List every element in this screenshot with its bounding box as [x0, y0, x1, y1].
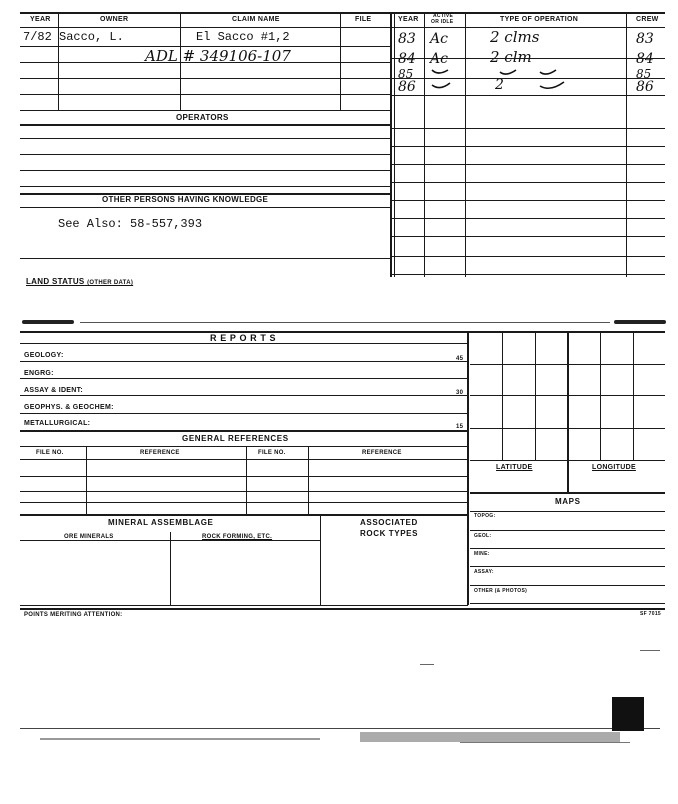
ore-minerals-header: ORE MINERALS — [64, 534, 114, 540]
reference-header-2: REFERENCE — [362, 450, 402, 456]
activity-status: Ac — [430, 31, 448, 47]
activity-crew: 85 — [636, 67, 652, 81]
activity-operation: 2 clms — [490, 28, 540, 46]
entry-claim-name: El Sacco #1,2 — [196, 30, 290, 44]
activity-year: 84 — [398, 51, 416, 67]
operators-title: OPERATORS — [176, 113, 229, 122]
file-no-header-2: FILE NO. — [258, 450, 286, 456]
activity-status: Ac — [430, 51, 448, 67]
report-row-num: 45 — [456, 356, 464, 362]
points-divider — [20, 608, 665, 610]
rock-types-label: ROCK TYPES — [360, 529, 419, 538]
latitude-label: LATITUDE — [496, 464, 533, 471]
general-references-title: GENERAL REFERENCES — [182, 434, 289, 443]
activity-crew: 83 — [636, 31, 654, 47]
map-item: MINE: — [474, 551, 490, 557]
other-persons-title: OTHER PERSONS HAVING KNOWLEDGE — [102, 195, 269, 204]
report-row-num: 30 — [456, 390, 464, 396]
report-row-label: GEOLOGY: — [24, 352, 64, 359]
land-status-title: LAND STATUS — [26, 277, 85, 286]
activity-year: 83 — [398, 31, 416, 47]
land-status-sub: (OTHER DATA) — [87, 280, 134, 286]
points-meriting-label: POINTS MERITING ATTENTION: — [24, 612, 123, 618]
header-owner: OWNER — [100, 16, 129, 23]
map-item: TOPOG: — [474, 513, 496, 519]
maps-title: MAPS — [555, 497, 581, 506]
header-year-2: YEAR — [398, 16, 419, 23]
form-number: SF 7015 — [640, 611, 662, 617]
map-item: GEOL: — [474, 533, 492, 539]
rock-forming-header: ROCK FORMING, ETC. — [202, 534, 273, 540]
activity-operation: 2 — [495, 77, 504, 93]
land-status-label — [26, 278, 133, 286]
entry-adl-note: ADL # 349106-107 — [145, 47, 291, 65]
reference-header: REFERENCE — [140, 450, 180, 456]
header-active: ACTIVE — [433, 13, 454, 19]
map-item: ASSAY: — [474, 569, 494, 575]
map-item: OTHER (& PHOTOS) — [474, 588, 528, 594]
header-type-of-operation: TYPE OF OPERATION — [500, 16, 579, 23]
activity-year: 86 — [398, 79, 416, 95]
activity-year: 85 — [398, 67, 414, 81]
report-row-num: 15 — [456, 424, 464, 430]
associated-label: ASSOCIATED — [360, 518, 418, 527]
activity-crew: 86 — [636, 79, 654, 95]
header-year: YEAR — [30, 16, 51, 23]
header-file: FILE — [355, 16, 372, 23]
entry-year-owner: 7/82 Sacco, L. — [23, 30, 124, 44]
report-row-label: METALLURGICAL: — [24, 420, 91, 427]
longitude-label: LONGITUDE — [592, 464, 636, 471]
file-no-header: FILE NO. — [36, 450, 64, 456]
report-row-label: ENGRG: — [24, 370, 54, 377]
reports-title: R E P O R T S — [210, 333, 277, 343]
header-claim-name: CLAIM NAME — [232, 16, 280, 23]
report-row-label: ASSAY & IDENT: — [24, 387, 84, 394]
mineral-assemblage-title: MINERAL ASSEMBLAGE — [108, 518, 214, 527]
activity-crew: 84 — [636, 51, 654, 67]
see-also-note: See Also: 58-557,393 — [58, 217, 203, 231]
activity-operation: 2 clm — [490, 48, 532, 66]
ditto-marks — [420, 60, 580, 100]
header-crew: CREW — [636, 16, 659, 23]
header-or-idle: OR IDLE — [431, 19, 454, 25]
report-row-label: GEOPHYS. & GEOCHEM: — [24, 404, 114, 411]
